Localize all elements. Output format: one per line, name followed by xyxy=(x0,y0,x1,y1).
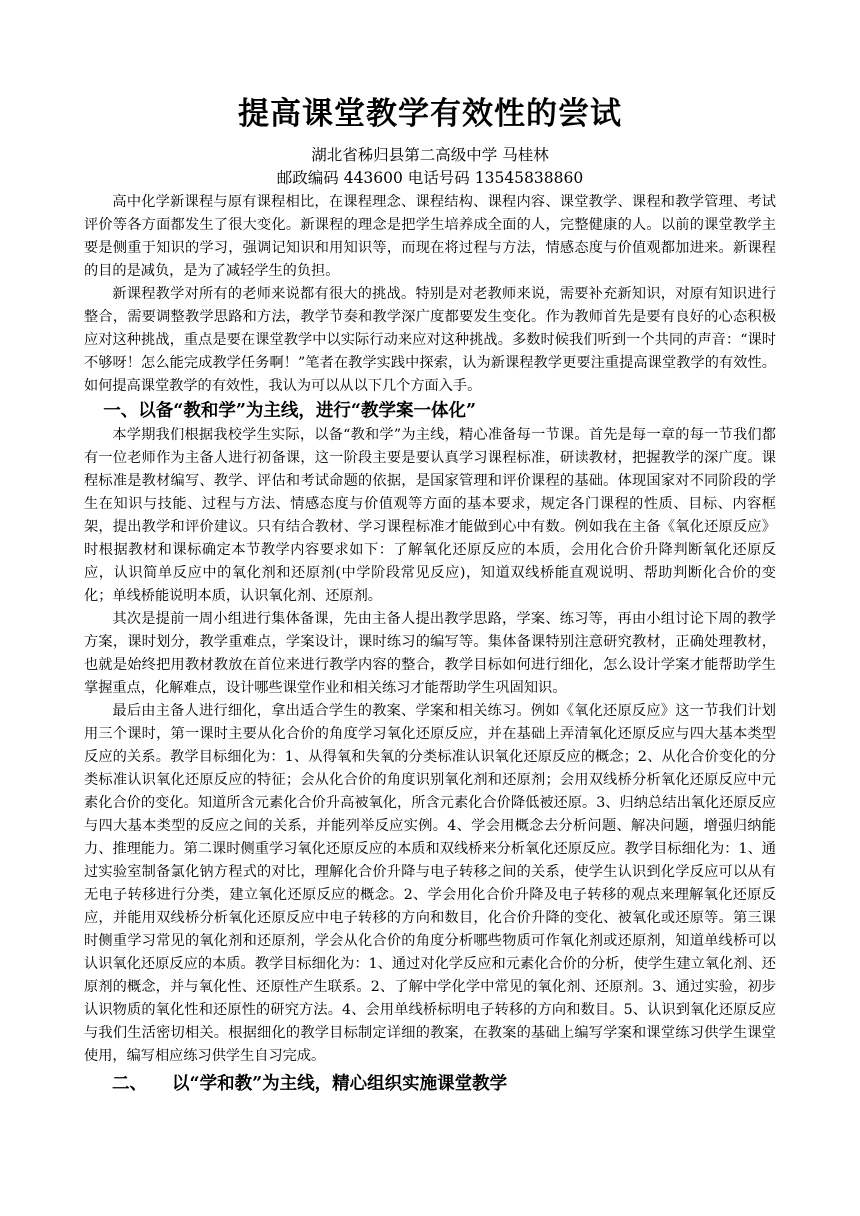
intro-paragraph-2: 新课程教学对所有的老师来说都有很大的挑战。特别是对老教师来说，需要补充新知识，对原有知识进行整合，需要调整教学思路和方法，教学节奏和教学深广度都要发生变化。作为教师首先是要有良好的心态积极应对这种挑战，重点是要在课堂教学中以实际行动来应对这种挑战。多数时候我们听到一个共同的声音：“课时不够呀！怎么能完成教学任务啊！”笔者在教学实践中探索，认为新课程教学更要注重提高课堂教学的有效性。如何提高课堂教学的有效性，我认为可以从以下几个方面入手。 xyxy=(84,286,776,394)
section-2-heading xyxy=(84,1070,776,1098)
section-1-paragraph-3: 最后由主备人进行细化，拿出适合学生的教案、学案和相关练习。例如《氧化还原反应》这一节我们计划用三个课时，第一课时主要从化合价的角度学习氧化还原反应，并在基础上弄清氧化还原反应与四大基本类型反应的关系。教学目标细化为：1、从得氧和失氧的分类标准认识氧化还原反应的概念；2、从化合价变化的分类标准认识氧化还原反应的特征；会从化合价的角度识别氧化剂和还原剂；会用双线桥分析氧化还原反应中元素化合价的变化。知道所含元素化合价升高被氧化，所含元素化合价降低被还原。3、归纳总结出氧化还原反应与四大基本类型的反应之间的关系，并能列举反应实例。4、学会用概念去分析问题、解决问题，增强归纳能力、推理能力。第二课时侧重学习氧化还原反应的本质和双线桥来分析氧化还原反应。教学目标细化为：1、通过实验室制备氯化钠方程式的对比，理解化合价升降与电子转移之间的关系，使学生认识到化学反应可以从有无电子转移进行分类，建立氧化还原反应的概念。2、学会用化合价升降及电子转移的观点来理解氧化还原反应，并能用双线桥分析氧化还原反应中电子转移的方向和数目，化合价升降的变化、被氧化或还原等。第三课时侧重学习常见的氧化剂和还原剂，学会从化合价的角度分析哪些物质可作氧化剂或还原剂，知道单线桥可以认识氧化还原反应的本质。教学目标细化为：1、通过对化学反应和元素化合价的分析，使学生建立氧化剂、还原剂的概念，并与氧化性、还原性产生联系。2、了解中学化学中常见的氧化剂、还原剂。3、通过实验，初步认识物质的氧化性和还原性的研究方法。4、会用单线桥标明电子转移的方向和数目。5、认识到氧化还原反应与我们生活密切相关。根据细化的教学目标制定详细的教案，在教案的基础上编写学案和课堂练习供学生课堂使用，编写相应练习供学生自习完成。 xyxy=(84,703,776,1064)
intro-paragraph-1: 高中化学新课程与原有课程相比，在课程理念、课程结构、课程内容、课堂教学、课程和教学管理、考试评价等各方面都发生了很大变化。新课程的理念是把学生培养成全面的人，完整健康的人。以前的课堂教学主要是侧重于知识的学习，强调记知识和用知识等，而现在将过程与方法，情感态度与价值观都加进来。新课程的目的是减负，是为了减轻学生的负担。 xyxy=(84,194,776,279)
document-title: 提高课堂教学有效性的尝试 xyxy=(238,96,622,132)
contact-line: 邮政编码 443600 电话号码 13545838860 xyxy=(276,169,584,187)
section-1-paragraph-1: 本学期我们根据我校学生实际，以备“教和学”为主线，精心准备每一节课。首先是每一章的每一节我们都有一位老师作为主备人进行初备课，这一阶段主要是要认真学习课程标准，研读教材，把握教学的深广度。课程标准是教材编写、教学、评估和考试命题的依据，是国家管理和评价课程的基础。体现国家对不同阶段的学生在知识与技能、过程与方法、情感态度与价值观等方面的基本要求，规定各门课程的性质、目标、内容框架，提出教学和评价建议。只有结合教材、学习课程标准才能做到心中有数。例如我在主备《氧化还原反应》时根据教材和课标确定本节教学内容要求如下：了解氧化还原反应的本质，会用化合价升降判断氧化还原反应，认识简单反应中的氧化剂和还原剂(中学阶段常见反应)，知道双线桥能直观说明、帮助判断化合价的变化；单线桥能说明本质，认识氧化剂、还原剂。 xyxy=(84,427,776,604)
section-1-paragraph-2: 其次是提前一周小组进行集体备课，先由主备人提出教学思路，学案、练习等，再由小组讨论下周的教学方案，课时划分，教学重难点，学案设计，课时练习的编写等。集体备课特别注意研究教材，正确处理教材，也就是始终把用教材教放在首位来进行教学内容的整合，教学目标如何进行细化，怎么设计学案才能帮助学生掌握重点，化解难点，设计哪些课堂作业和相关练习才能帮助学生巩固知识。 xyxy=(84,611,776,696)
author-line: 湖北省秭归县第二高级中学 马桂林 xyxy=(311,146,549,164)
document-page xyxy=(84,92,776,1098)
section-2-title: 以“学和教”为主线，精心组织实施课堂教学 xyxy=(172,1074,508,1094)
section-1-heading: 一、以备“教和学”为主线，进行“教学案一体化” xyxy=(103,401,477,421)
section-2-number: 二、 xyxy=(112,1074,147,1094)
